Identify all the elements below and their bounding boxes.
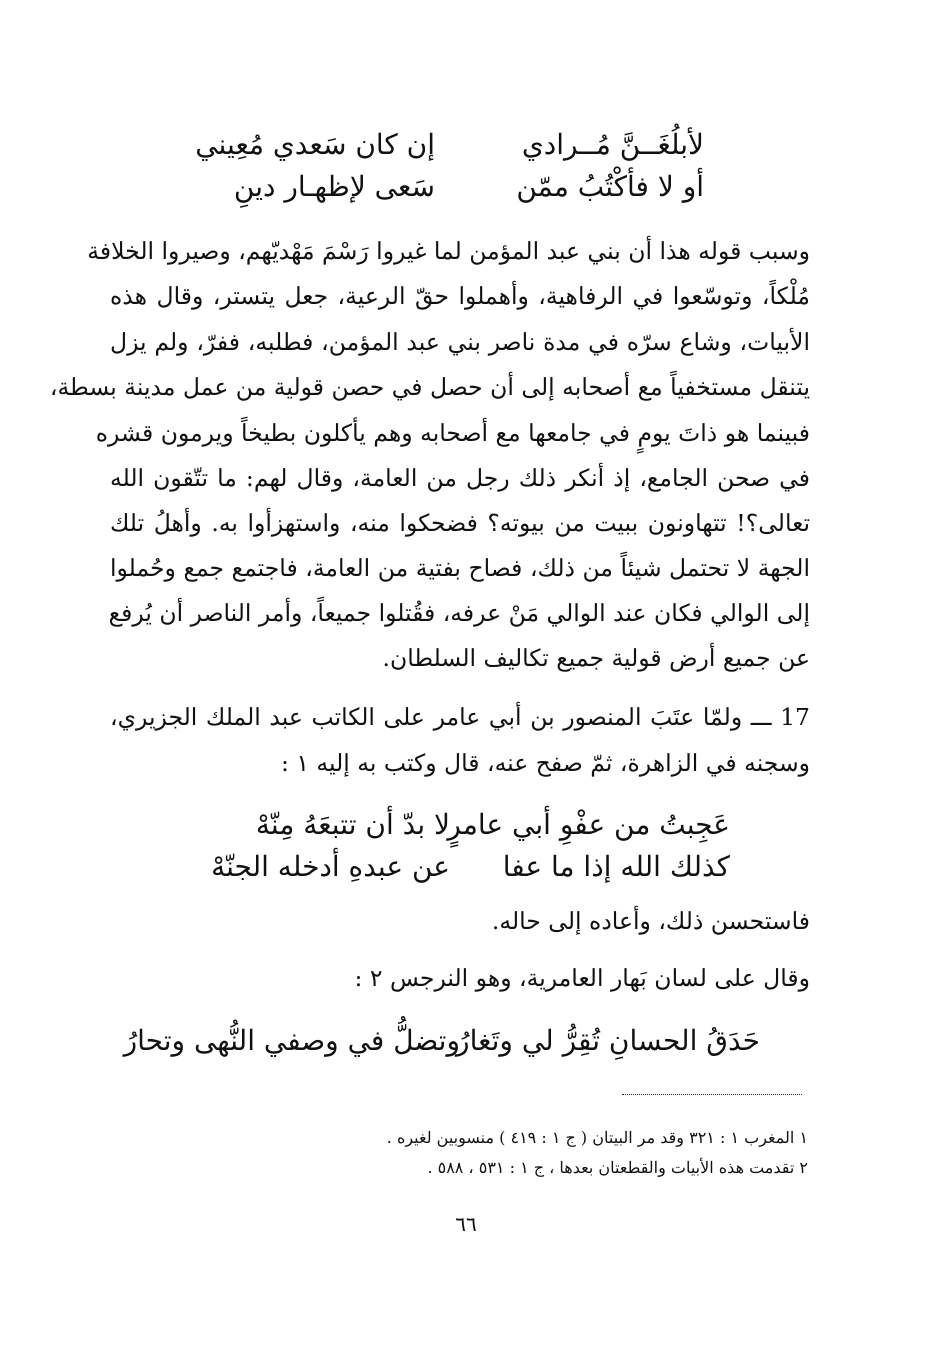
verse-1-hemistich-right: لأبلُغَــنَّ مُــرادي	[521, 128, 704, 161]
paragraph-1-line: في صحن الجامع، إذ أنكر ذلك رجل من العامة، وقال لهم: ما تتّقون الله	[110, 464, 810, 492]
paragraph-1-line: إلى الوالي فكان عند الوالي مَنْ عرفه، فقُتلوا جميعاً، وأمر الناصر أن يُرفع	[108, 599, 810, 627]
narrative-line: وقال على لسان بَهار العامرية، وهو النرجس ٢ :	[354, 964, 810, 992]
paragraph-1-line: تعالى؟! تتهاونون ببيت من بيوته؟ فضحكوا منه، واستهزأوا به. وأهلُ تلك	[110, 509, 810, 537]
paragraph-1-line: الجهة لا تحتمل شيئاً من ذلك، فصاح بفتية من العامة، فاجتمع جمع وحُملوا	[110, 554, 810, 582]
paragraph-1-line: الأبيات، وشاع سرّه في مدة ناصر بني عبد المؤمن، فطلبه، ففرّ، ولم يزل	[110, 328, 810, 356]
verse-1-hemistich-left: إن كان سَعدي مُعِيني	[195, 128, 435, 161]
paragraph-2-line: 17 ـــ ولمّا عتَبَ المنصور بن أبي عامر على الكاتب عبد الملك الجزيري،	[110, 703, 810, 731]
paragraph-1-line: وسبب قوله هذا أن بني عبد المؤمن لما غيروا رَسْمَ مَهْديّهم، وصيروا الخلافة	[87, 237, 810, 265]
narrative-line: فاستحسن ذلك، وأعاده إلى حاله.	[491, 907, 810, 935]
verse-2-hemistich-right: أو لا فأكْتُبُ ممّن	[516, 170, 704, 203]
paragraph-1-line: يتنقل مستخفياً مع أصحابه إلى أن حصل في حصن قولية من عمل مدينة بسطة،	[49, 373, 810, 401]
verse-2-hemistich-left: سَعى لإظهـار دينِ	[233, 170, 435, 203]
verse-3-hemistich-right: عَجِبتُ من عفْوِ أبي عامرٍ	[447, 808, 730, 841]
page-number: ٦٦	[455, 1212, 477, 1236]
paragraph-1-line: عن جميع أرض قولية جميع تكاليف السلطان.	[382, 644, 810, 672]
paragraph-1-line: فبينما هو ذاتَ يومٍ في جامعها مع أصحابه وهم يأكلون بطيخاً ويرمون قشره	[95, 419, 810, 447]
paragraph-1-line: مُلْكاً، وتوسّعوا في الرفاهية، وأهملوا حقّ الرعية، جعل يتستر، وقال هذه	[110, 282, 810, 310]
verse-4-hemistich-right: كذلك الله إذا ما عفا	[502, 850, 730, 883]
footnote-1: ١ المغرب ١ : ٣٢١ وقد مر البيتان ( ج ١ : ٤١٩ ) منسوبين لغيره .	[386, 1128, 808, 1147]
verse-3-hemistich-left: لا بدّ أن تتبعَهُ مِنّهْ	[255, 808, 450, 841]
verse-5-hemistich-right: حَدَقُ الحسانِ تُقِرُّ لي وتَغارُ	[456, 1024, 760, 1057]
verse-4-hemistich-left: عن عبدهِ أدخله الجنّهْ	[211, 850, 450, 883]
footnote-2: ٢ تقدمت هذه الأبيات والقطعتان بعدها ، ج ١ : ٥٣١ ، ٥٨٨ .	[427, 1158, 808, 1177]
footnote-separator	[622, 1094, 802, 1095]
verse-5-hemistich-left: وتضلُّ في وصفي النُّهى وتحارُ	[123, 1024, 460, 1057]
paragraph-2-line: وسجنه في الزاهرة، ثمّ صفح عنه، قال وكتب به إليه ١ :	[280, 749, 810, 777]
